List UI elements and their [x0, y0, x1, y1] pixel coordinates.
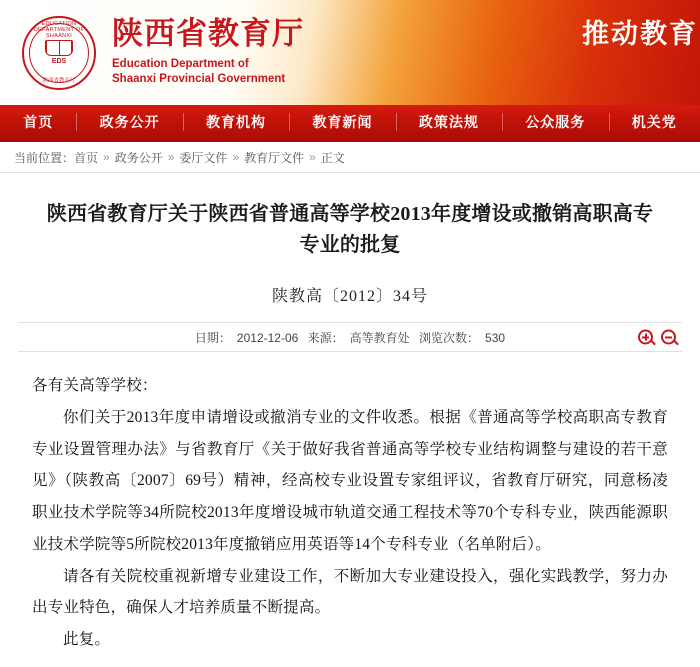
breadcrumb-item-current: 正文	[320, 150, 345, 165]
nav-item-institutions[interactable]: 教育机构	[183, 105, 289, 139]
site-title-en-line2: Shaanxi Provincial Government	[112, 73, 286, 86]
article-meta-bar	[18, 322, 682, 352]
nav-item-government-affairs[interactable]: 政务公开	[76, 105, 182, 139]
nav-item-public-service[interactable]: 公众服务	[502, 105, 608, 139]
header-title-block	[112, 17, 304, 87]
zoom-in-icon[interactable]	[638, 330, 653, 345]
site-title-cn: 陕西省教育厅	[112, 16, 304, 52]
nav-item-policies[interactable]: 政策法规	[396, 105, 502, 139]
breadcrumb-separator: »	[167, 150, 175, 164]
article-paragraph-2: 请各有关院校重视新增专业建设工作，不断加大专业建设投入，强化实践教学，努力办出专业特色，确保人才培养质量不断提高。	[32, 567, 668, 617]
breadcrumb-item-home[interactable]: 首页	[74, 150, 99, 165]
nav-item-news[interactable]: 教育新闻	[289, 105, 395, 139]
meta-views-value: 530	[485, 330, 506, 345]
emblem-center-text: EDS	[51, 57, 67, 65]
article-meta-text	[192, 329, 508, 346]
main-navigation	[0, 105, 700, 142]
emblem-center	[45, 40, 73, 66]
article-paragraph-salutation: 各有关高等学校：	[32, 377, 158, 394]
breadcrumb-separator: »	[103, 150, 110, 164]
site-header	[0, 0, 700, 105]
breadcrumb	[0, 142, 700, 173]
site-title-en	[112, 57, 304, 88]
breadcrumb-separator: »	[232, 150, 240, 164]
header-slogan: 推动教育	[582, 19, 698, 49]
breadcrumb-item-department-documents[interactable]: 教育厅文件	[244, 150, 305, 165]
site-title-en-line1: Education Department of	[112, 57, 249, 70]
page-title: 陕西省教育厅关于陕西省普通高等学校2013年度增设或撤销高职高专专业的批复	[46, 203, 654, 256]
header-brand[interactable]	[0, 0, 304, 105]
zoom-out-icon[interactable]	[661, 330, 676, 345]
document-number: 陕教高〔2012〕34号	[271, 288, 428, 305]
education-department-emblem-icon	[22, 16, 96, 90]
emblem-bottom-text: 陕西省教育厅	[42, 77, 76, 84]
breadcrumb-item-committee-documents[interactable]: 委厅文件	[179, 150, 228, 165]
meta-views-label: 浏览次数：	[419, 330, 480, 345]
article-container	[0, 173, 700, 656]
meta-date-label: 日期：	[194, 330, 231, 345]
meta-source-label: 来源：	[307, 330, 344, 345]
breadcrumb-prefix: 当前位置：	[14, 150, 75, 165]
zoom-tools	[638, 330, 676, 345]
breadcrumb-separator: »	[309, 150, 316, 164]
article-paragraph-3: 此复。	[63, 631, 111, 649]
nav-item-home[interactable]: 首页	[23, 114, 54, 130]
meta-date-value: 2012-12-06	[236, 330, 299, 345]
open-book-icon	[45, 40, 73, 56]
article-paragraph-1: 你们关于2013年度申请增设或撤消专业的文件收悉。根据《普通高等学校高职高专教育专业设置管理办法》与省教育厅《关于做好我省普通高等学校专业结构调整与建设的若干意见》（陕教高〔2007〕69号）精神，经高校专业设置专家组评议，省教育厅研究，同意杨凌职业技术学院等34所院校2013年度增设城市轨道交通工程技术等70个专科专业，陕西能源职业技术学院等5所院校2013年度撤销应用英语等14个专科专业（名单附后）。	[32, 408, 668, 553]
emblem-top-text: EDUCATION DEPARTMENT OF SHAANXI	[33, 20, 85, 39]
breadcrumb-item-government-affairs[interactable]: 政务公开	[114, 150, 163, 165]
meta-source-value: 高等教育处	[349, 330, 410, 345]
nav-item-party-affairs[interactable]: 机关党	[609, 105, 700, 139]
article-body	[18, 352, 682, 656]
